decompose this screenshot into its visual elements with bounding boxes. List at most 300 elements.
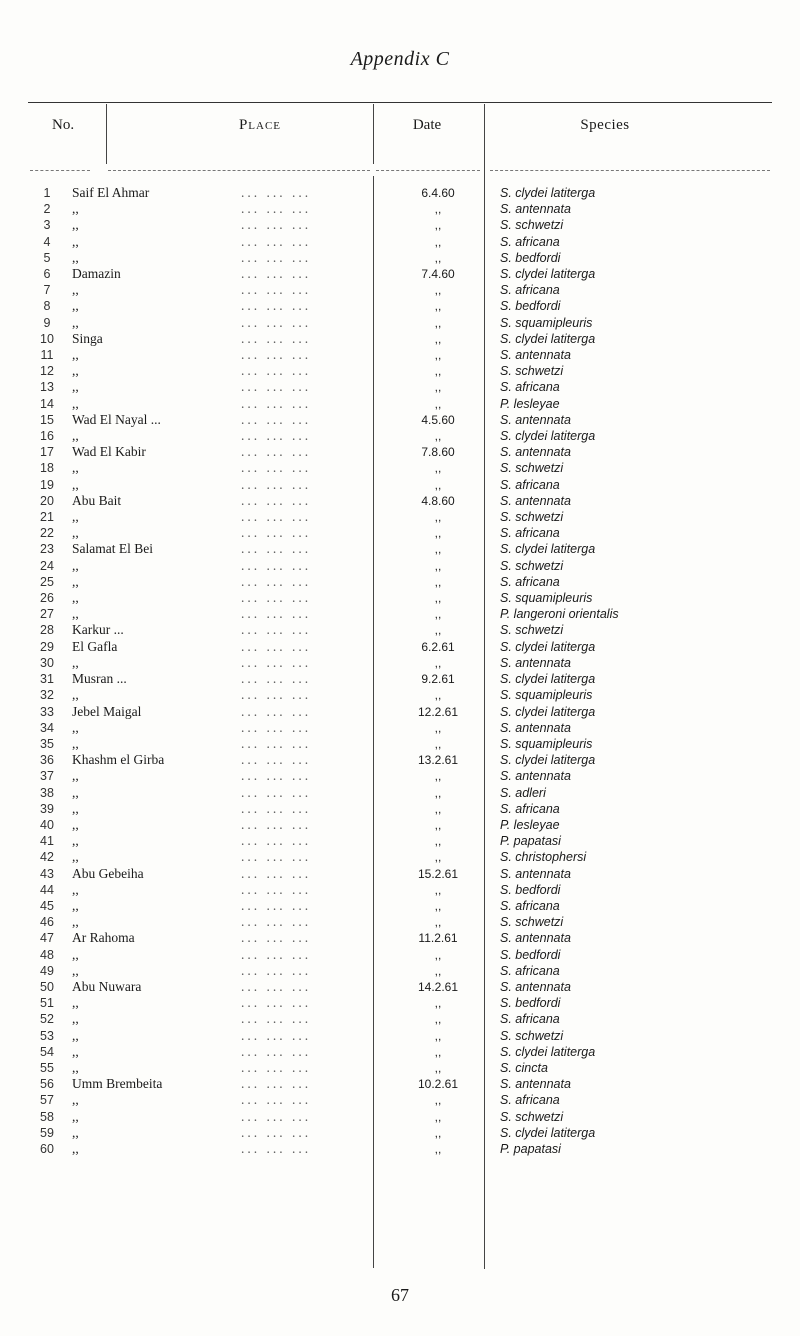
row-species-text: P. papatasi bbox=[500, 834, 561, 849]
row-place-text: Wad El Kabir bbox=[72, 444, 146, 460]
row-place bbox=[66, 720, 384, 736]
row-place bbox=[66, 866, 384, 882]
row-species bbox=[492, 639, 780, 655]
row-number bbox=[28, 736, 66, 752]
row-number-text: 46 bbox=[40, 915, 54, 930]
row-number bbox=[28, 801, 66, 817]
table-row bbox=[28, 963, 780, 979]
row-species bbox=[492, 882, 780, 898]
leader-dots: ... ... ... bbox=[241, 492, 312, 508]
row-number-text: 11 bbox=[40, 348, 54, 363]
row-date bbox=[384, 217, 492, 233]
row-date bbox=[384, 687, 492, 703]
leader-dots: ... ... ... bbox=[241, 735, 312, 751]
row-number bbox=[28, 1076, 66, 1092]
row-place bbox=[66, 347, 384, 363]
leader-dots: ... ... ... bbox=[241, 930, 312, 946]
row-date-text: ,, bbox=[434, 1093, 442, 1108]
row-place-text: ,, bbox=[72, 784, 79, 800]
table-row bbox=[28, 1141, 780, 1157]
row-number-text: 44 bbox=[40, 882, 54, 897]
row-place bbox=[66, 1141, 384, 1157]
row-date-text: 4.5.60 bbox=[421, 412, 455, 427]
leader-dots: ... ... ... bbox=[241, 606, 312, 622]
row-place-text: ,, bbox=[72, 1108, 79, 1124]
row-date bbox=[384, 282, 492, 298]
row-number bbox=[28, 428, 66, 444]
row-date bbox=[384, 1060, 492, 1076]
row-place bbox=[66, 266, 384, 282]
row-species-text: S. antennata bbox=[500, 866, 571, 881]
row-place-text: Wad El Nayal ... bbox=[72, 411, 161, 427]
row-date bbox=[384, 558, 492, 574]
row-number-text: 9 bbox=[43, 315, 51, 330]
row-place-text: Karkur ... bbox=[72, 622, 124, 638]
table-row bbox=[28, 444, 780, 460]
row-place bbox=[66, 639, 384, 655]
leader-dots: ... ... ... bbox=[241, 476, 312, 492]
column-divider-no bbox=[106, 104, 107, 164]
row-species bbox=[492, 947, 780, 963]
row-date bbox=[384, 331, 492, 347]
table-row bbox=[28, 347, 780, 363]
row-date bbox=[384, 590, 492, 606]
row-date-text: 14.2.61 bbox=[417, 979, 459, 994]
row-date bbox=[384, 396, 492, 412]
row-place bbox=[66, 1028, 384, 1044]
row-number-text: 18 bbox=[40, 461, 54, 476]
row-species-text: S. squamipleuris bbox=[500, 315, 593, 330]
table-row bbox=[28, 1060, 780, 1076]
row-place-text: ,, bbox=[72, 800, 79, 816]
row-date bbox=[384, 752, 492, 768]
table-row bbox=[28, 509, 780, 525]
row-place-text: ,, bbox=[72, 557, 79, 573]
row-date-text: ,, bbox=[434, 623, 442, 638]
row-place bbox=[66, 1044, 384, 1060]
row-place-text: ,, bbox=[72, 881, 79, 897]
row-species-text: S. africana bbox=[500, 801, 560, 816]
row-species-text: S. squamipleuris bbox=[500, 591, 593, 606]
row-place bbox=[66, 785, 384, 801]
row-number bbox=[28, 1044, 66, 1060]
row-place-text: ,, bbox=[72, 249, 79, 265]
row-place bbox=[66, 250, 384, 266]
row-place-text: ,, bbox=[72, 201, 79, 217]
row-place bbox=[66, 1125, 384, 1141]
row-number-text: 50 bbox=[40, 979, 54, 994]
row-number-text: 54 bbox=[40, 1044, 54, 1059]
table-row bbox=[28, 201, 780, 217]
row-place bbox=[66, 217, 384, 233]
row-species bbox=[492, 493, 780, 509]
row-number-text: 21 bbox=[40, 510, 54, 525]
row-species-text: S. bedfordi bbox=[500, 996, 561, 1011]
row-date-text: ,, bbox=[434, 380, 442, 395]
row-number-text: 49 bbox=[40, 963, 54, 978]
row-species-text: S. antennata bbox=[500, 769, 571, 784]
leader-dots: ... ... ... bbox=[241, 411, 312, 427]
row-date-text: ,, bbox=[434, 315, 442, 330]
row-species-text: S. antennata bbox=[500, 202, 571, 217]
row-number bbox=[28, 331, 66, 347]
row-date-text: ,, bbox=[434, 331, 442, 346]
leader-dots: ... ... ... bbox=[241, 1043, 312, 1059]
row-date bbox=[384, 930, 492, 946]
row-species-text: S. clydei latiterga bbox=[500, 639, 596, 654]
row-place bbox=[66, 558, 384, 574]
row-number bbox=[28, 363, 66, 379]
row-number bbox=[28, 444, 66, 460]
row-number bbox=[28, 704, 66, 720]
leader-dots: ... ... ... bbox=[241, 816, 312, 832]
table-row bbox=[28, 541, 780, 557]
row-number-text: 56 bbox=[40, 1077, 54, 1092]
row-species-text: S. clydei latiterga bbox=[500, 753, 596, 768]
row-place bbox=[66, 833, 384, 849]
row-place bbox=[66, 1076, 384, 1092]
row-place-text: ,, bbox=[72, 606, 79, 622]
row-date-text: ,, bbox=[434, 396, 442, 411]
table-row bbox=[28, 720, 780, 736]
row-place bbox=[66, 606, 384, 622]
row-species bbox=[492, 201, 780, 217]
row-species bbox=[492, 1109, 780, 1125]
row-place-text: ,, bbox=[72, 816, 79, 832]
row-number-text: 51 bbox=[40, 996, 54, 1011]
row-species-text: S. schwetzi bbox=[500, 364, 564, 379]
header-dash-species bbox=[490, 170, 770, 171]
row-species-text: S. clydei latiterga bbox=[500, 429, 596, 444]
row-species-text: S. schwetzi bbox=[500, 558, 564, 573]
row-date-text: 7.8.60 bbox=[421, 445, 455, 460]
row-species bbox=[492, 752, 780, 768]
row-place-text: ,, bbox=[72, 314, 79, 330]
row-species-text: S. clydei latiterga bbox=[500, 704, 596, 719]
leader-dots: ... ... ... bbox=[241, 865, 312, 881]
leader-dots: ... ... ... bbox=[241, 363, 312, 379]
row-place-text: ,, bbox=[72, 719, 79, 735]
leader-dots: ... ... ... bbox=[241, 330, 312, 346]
row-place bbox=[66, 736, 384, 752]
row-date bbox=[384, 898, 492, 914]
table-row bbox=[28, 655, 780, 671]
row-number-text: 48 bbox=[40, 947, 54, 962]
row-place-text: ,, bbox=[72, 525, 79, 541]
row-species bbox=[492, 509, 780, 525]
row-number bbox=[28, 1028, 66, 1044]
row-number bbox=[28, 833, 66, 849]
table-row bbox=[28, 1092, 780, 1108]
row-species-text: S. antennata bbox=[500, 979, 571, 994]
row-date-text: ,, bbox=[434, 250, 442, 265]
table-row bbox=[28, 379, 780, 395]
leader-dots: ... ... ... bbox=[241, 995, 312, 1011]
row-date bbox=[384, 525, 492, 541]
leader-dots: ... ... ... bbox=[241, 428, 312, 444]
row-number bbox=[28, 882, 66, 898]
row-species-text: S. antennata bbox=[500, 931, 571, 946]
row-place-text: ,, bbox=[72, 833, 79, 849]
row-species bbox=[492, 444, 780, 460]
row-species-text: S. bedfordi bbox=[500, 882, 561, 897]
row-place-text: ,, bbox=[72, 1140, 79, 1156]
leader-dots: ... ... ... bbox=[241, 525, 312, 541]
leader-dots: ... ... ... bbox=[241, 1092, 312, 1108]
row-place-text: Khashm el Girba bbox=[72, 752, 165, 768]
row-place-text: ,, bbox=[72, 962, 79, 978]
row-number bbox=[28, 720, 66, 736]
row-species bbox=[492, 704, 780, 720]
row-date bbox=[384, 849, 492, 865]
row-place-text: ,, bbox=[72, 654, 79, 670]
row-place bbox=[66, 882, 384, 898]
row-species bbox=[492, 1092, 780, 1108]
row-place-text: Abu Nuwara bbox=[72, 978, 142, 994]
row-place-text: ,, bbox=[72, 735, 79, 751]
row-place bbox=[66, 477, 384, 493]
leader-dots: ... ... ... bbox=[241, 784, 312, 800]
row-species bbox=[492, 622, 780, 638]
row-species bbox=[492, 914, 780, 930]
row-species bbox=[492, 801, 780, 817]
row-date-text: ,, bbox=[434, 574, 442, 589]
row-number-text: 38 bbox=[40, 785, 54, 800]
row-date bbox=[384, 1028, 492, 1044]
row-date bbox=[384, 363, 492, 379]
row-species-text: S. antennata bbox=[500, 445, 571, 460]
row-place-text: ,, bbox=[72, 282, 79, 298]
row-date-text: ,, bbox=[434, 364, 442, 379]
leader-dots: ... ... ... bbox=[241, 347, 312, 363]
row-place-text: ,, bbox=[72, 1043, 79, 1059]
row-date-text: ,, bbox=[434, 542, 442, 557]
leader-dots: ... ... ... bbox=[241, 460, 312, 476]
row-date bbox=[384, 250, 492, 266]
header-no: No. bbox=[52, 117, 75, 133]
row-number bbox=[28, 590, 66, 606]
row-date-text: ,, bbox=[434, 736, 442, 751]
row-place bbox=[66, 428, 384, 444]
row-place-text: ,, bbox=[72, 428, 79, 444]
row-number-text: 47 bbox=[40, 931, 54, 946]
row-species-text: S. schwetzi bbox=[500, 1109, 564, 1124]
row-species bbox=[492, 331, 780, 347]
row-number bbox=[28, 298, 66, 314]
row-date-text: ,, bbox=[434, 429, 442, 444]
row-number bbox=[28, 947, 66, 963]
row-date-text: ,, bbox=[434, 1141, 442, 1156]
row-date-text: ,, bbox=[434, 963, 442, 978]
row-number-text: 35 bbox=[40, 736, 54, 751]
leader-dots: ... ... ... bbox=[241, 1076, 312, 1092]
row-place-text: ,, bbox=[72, 476, 79, 492]
row-number bbox=[28, 655, 66, 671]
row-number bbox=[28, 574, 66, 590]
header-place: Place bbox=[238, 117, 282, 133]
row-date-text: 4.8.60 bbox=[421, 493, 455, 508]
row-date bbox=[384, 185, 492, 201]
row-date-text: 13.2.61 bbox=[417, 753, 459, 768]
row-species bbox=[492, 687, 780, 703]
row-number bbox=[28, 347, 66, 363]
row-date-text: ,, bbox=[434, 1060, 442, 1075]
row-species-text: S. antennata bbox=[500, 412, 571, 427]
row-date-text: ,, bbox=[434, 1044, 442, 1059]
row-date-text: ,, bbox=[434, 1125, 442, 1140]
row-place-text: ,, bbox=[72, 1124, 79, 1140]
row-place bbox=[66, 298, 384, 314]
header-dash-date bbox=[376, 170, 480, 171]
row-number-text: 25 bbox=[40, 574, 54, 589]
row-number bbox=[28, 849, 66, 865]
leader-dots: ... ... ... bbox=[241, 444, 312, 460]
row-date-text: 12.2.61 bbox=[417, 704, 459, 719]
header-species: Species bbox=[580, 117, 630, 133]
row-number bbox=[28, 898, 66, 914]
row-species bbox=[492, 866, 780, 882]
row-place-text: ,, bbox=[72, 1059, 79, 1075]
row-date bbox=[384, 785, 492, 801]
row-species-text: P. lesleyae bbox=[500, 817, 560, 832]
table-row bbox=[28, 590, 780, 606]
row-species-text: S. africana bbox=[500, 574, 560, 589]
row-species-text: S. schwetzi bbox=[500, 218, 564, 233]
row-number-text: 4 bbox=[43, 234, 51, 249]
row-place-text: Saif El Ahmar bbox=[72, 185, 150, 200]
table-row bbox=[28, 315, 780, 331]
row-date bbox=[384, 979, 492, 995]
row-date bbox=[384, 541, 492, 557]
row-date-text: ,, bbox=[434, 558, 442, 573]
row-number bbox=[28, 1109, 66, 1125]
row-place bbox=[66, 590, 384, 606]
row-number bbox=[28, 914, 66, 930]
leader-dots: ... ... ... bbox=[241, 719, 312, 735]
row-species-text: S. schwetzi bbox=[500, 510, 564, 525]
row-species-text: S. bedfordi bbox=[500, 250, 561, 265]
row-number-text: 30 bbox=[40, 655, 54, 670]
table-row bbox=[28, 817, 780, 833]
row-number-text: 33 bbox=[40, 704, 54, 719]
row-date-text: ,, bbox=[434, 882, 442, 897]
row-number-text: 16 bbox=[40, 429, 54, 444]
row-species-text: S. schwetzi bbox=[500, 623, 564, 638]
row-place-text: ,, bbox=[72, 1092, 79, 1108]
leader-dots: ... ... ... bbox=[241, 379, 312, 395]
row-place bbox=[66, 185, 384, 201]
leader-dots: ... ... ... bbox=[241, 249, 312, 265]
row-species-text: S. clydei latiterga bbox=[500, 1125, 596, 1140]
row-species-text: S. africana bbox=[500, 234, 560, 249]
table-row bbox=[28, 1076, 780, 1092]
row-species bbox=[492, 460, 780, 476]
row-date bbox=[384, 1076, 492, 1092]
leader-dots: ... ... ... bbox=[241, 946, 312, 962]
row-date bbox=[384, 266, 492, 282]
leader-dots: ... ... ... bbox=[241, 833, 312, 849]
row-date-text: ,, bbox=[434, 785, 442, 800]
leader-dots: ... ... ... bbox=[241, 1059, 312, 1075]
row-date bbox=[384, 963, 492, 979]
table-row bbox=[28, 671, 780, 687]
row-species bbox=[492, 315, 780, 331]
row-number bbox=[28, 639, 66, 655]
leader-dots: ... ... ... bbox=[241, 185, 312, 200]
row-place-text: Damazin bbox=[72, 266, 121, 282]
row-place bbox=[66, 201, 384, 217]
table-row bbox=[28, 606, 780, 622]
row-place-text: ,, bbox=[72, 363, 79, 379]
row-species bbox=[492, 963, 780, 979]
row-date bbox=[384, 1109, 492, 1125]
row-date bbox=[384, 914, 492, 930]
row-species bbox=[492, 1076, 780, 1092]
row-number bbox=[28, 185, 66, 201]
row-number bbox=[28, 541, 66, 557]
row-species-text: S. schwetzi bbox=[500, 915, 564, 930]
row-date bbox=[384, 655, 492, 671]
row-species-text: S. africana bbox=[500, 963, 560, 978]
row-species-text: S. adleri bbox=[500, 785, 546, 800]
row-number-text: 12 bbox=[40, 364, 54, 379]
leader-dots: ... ... ... bbox=[241, 298, 312, 314]
row-number-text: 13 bbox=[40, 380, 54, 395]
row-number bbox=[28, 930, 66, 946]
row-species-text: S. cincta bbox=[500, 1060, 548, 1075]
row-number bbox=[28, 379, 66, 395]
row-date-text: ,, bbox=[434, 526, 442, 541]
row-place bbox=[66, 331, 384, 347]
table-row bbox=[28, 477, 780, 493]
leader-dots: ... ... ... bbox=[241, 800, 312, 816]
table-row bbox=[28, 785, 780, 801]
row-place bbox=[66, 947, 384, 963]
row-species-text: S. squamipleuris bbox=[500, 688, 593, 703]
table-row bbox=[28, 1011, 780, 1027]
table-row bbox=[28, 979, 780, 995]
row-species bbox=[492, 574, 780, 590]
leader-dots: ... ... ... bbox=[241, 654, 312, 670]
row-species bbox=[492, 720, 780, 736]
row-place bbox=[66, 1060, 384, 1076]
table-row bbox=[28, 801, 780, 817]
row-species bbox=[492, 428, 780, 444]
row-number-text: 3 bbox=[43, 218, 51, 233]
row-date-text: ,, bbox=[434, 607, 442, 622]
row-species bbox=[492, 282, 780, 298]
row-date-text: ,, bbox=[434, 234, 442, 249]
row-number-text: 55 bbox=[40, 1060, 54, 1075]
row-number-text: 52 bbox=[40, 1012, 54, 1027]
row-date-text: ,, bbox=[434, 801, 442, 816]
row-species-text: P. lesleyae bbox=[500, 396, 560, 411]
row-number bbox=[28, 817, 66, 833]
header-dash-place bbox=[108, 170, 370, 171]
row-species bbox=[492, 1125, 780, 1141]
row-number bbox=[28, 785, 66, 801]
row-place bbox=[66, 768, 384, 784]
row-number bbox=[28, 768, 66, 784]
leader-dots: ... ... ... bbox=[241, 233, 312, 249]
table-row bbox=[28, 849, 780, 865]
leader-dots: ... ... ... bbox=[241, 752, 312, 768]
row-date bbox=[384, 704, 492, 720]
row-date-text: ,, bbox=[434, 461, 442, 476]
row-number bbox=[28, 687, 66, 703]
row-place-text: Abu Gebeiha bbox=[72, 865, 144, 881]
leader-dots: ... ... ... bbox=[241, 881, 312, 897]
